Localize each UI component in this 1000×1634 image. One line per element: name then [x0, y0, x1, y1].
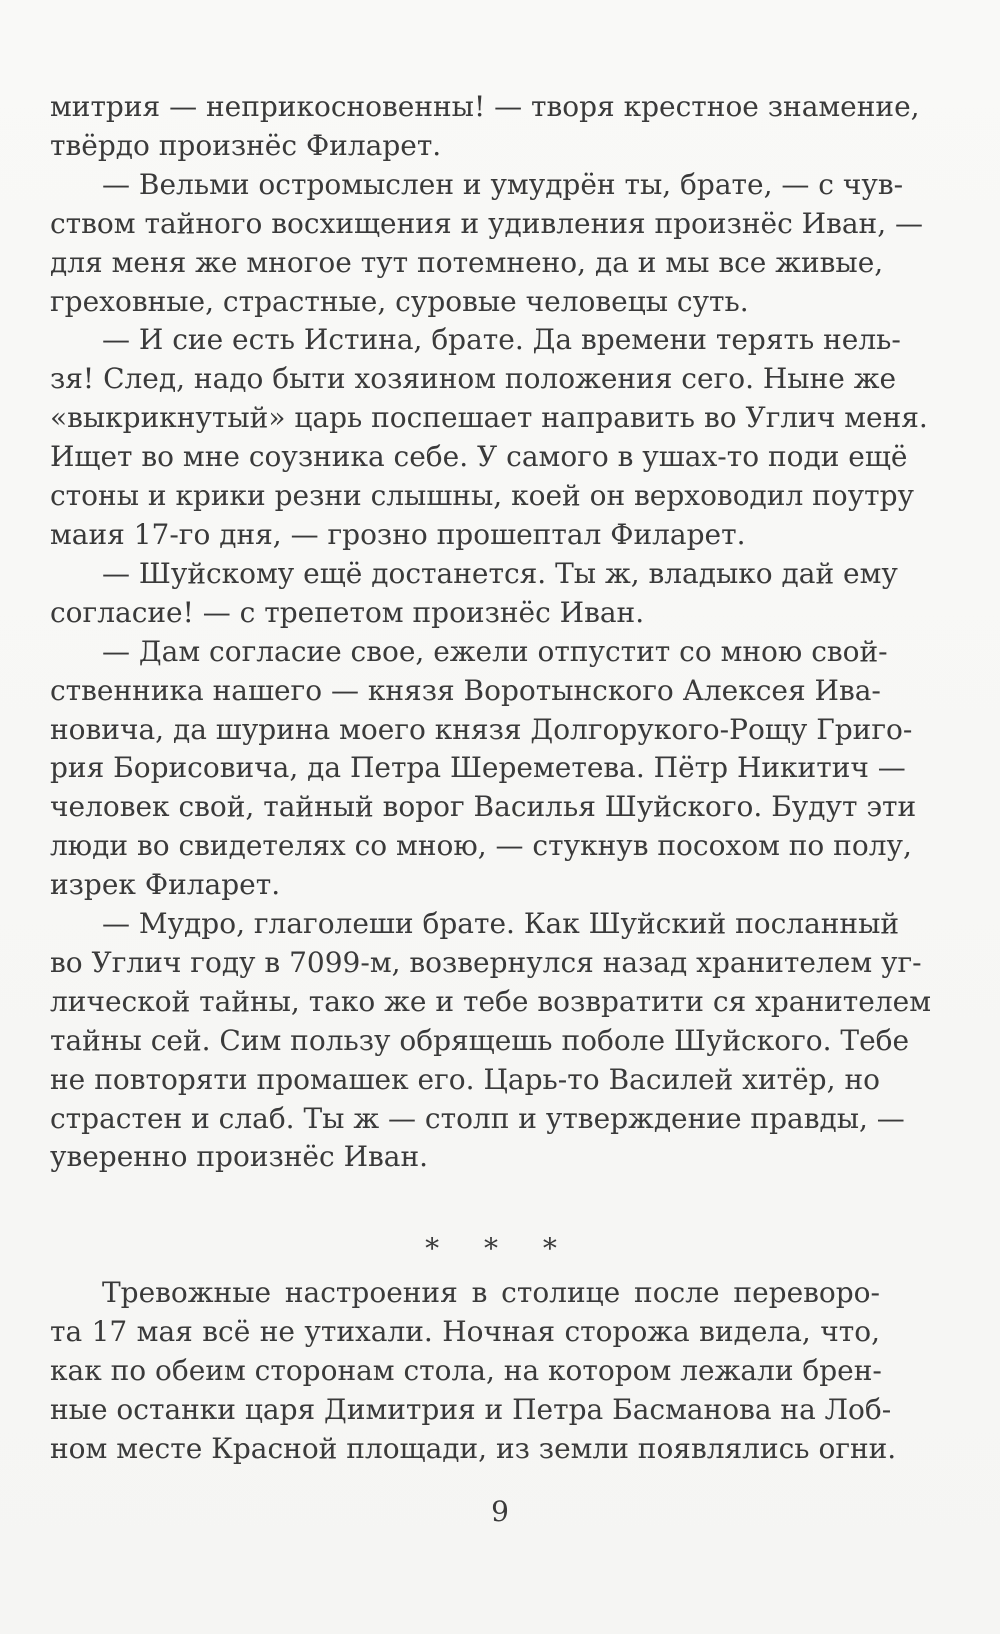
text-line: та 17 мая всё не утихали. Ночная сторожа видела, что, — [50, 1314, 880, 1348]
text-line: для меня же многое тут потемнено, да и мы все живые, — [50, 245, 884, 279]
text-line: страстен и слаб. Ты ж — столп и утверждение правды, — — [50, 1101, 905, 1135]
page-number: 9 — [491, 1495, 509, 1528]
text-line: согласие! — с трепетом произнёс Иван. — [50, 595, 645, 629]
text-line: — Шуйскому ещё достанется. Ты ж, владыко дай ему — [102, 556, 898, 590]
text-line: рия Борисовича, да Петра Шереметева. Пётр Никитич — — [50, 751, 906, 785]
text-line: новича, да шурина моего князя Долгорукого-Рощу Григо- — [50, 712, 913, 746]
text-line: — Дам согласие свое, ежели отпустит со мною свой- — [102, 634, 888, 668]
main-text-continued — [50, 1274, 897, 1469]
text-line: ные останки царя Димитрия и Петра Басманова на Лоб- — [50, 1392, 892, 1426]
main-text — [50, 88, 932, 1177]
section-separator: * * * — [425, 1232, 575, 1265]
text-line: как по обеим сторонам стола, на котором лежали брен- — [50, 1353, 882, 1387]
text-line: во Углич году в 7099-м, возвернулся назад хранителем уг- — [50, 945, 922, 979]
text-line: — И сие есть Истина, брате. Да времени терять нель- — [102, 323, 901, 357]
text-line: твёрдо произнёс Филарет. — [50, 128, 442, 162]
text-line: — Вельми остромыслен и умудрён ты, брате, — с чув- — [102, 167, 904, 201]
text-line: уверенно произнёс Иван. — [50, 1140, 429, 1174]
text-line: «выкрикнутый» царь поспешает направить во Углич меня. — [50, 401, 928, 435]
text-line: стоны и крики резни слышны, коей он верховодил поутру — [50, 479, 915, 513]
text-line: ном месте Красной площади, из земли появлялись огни. — [50, 1431, 897, 1465]
text-line: люди во свидетелях со мною, — стукнув посохом по полу, — [50, 829, 912, 863]
text-line: человек свой, тайный ворог Василья Шуйского. Будут эти — [50, 790, 917, 824]
text-line: зя! След, надо быти хозяином положения сего. Ныне же — [50, 362, 897, 396]
text-line: маия 17-го дня, — грозно прошептал Филарет. — [50, 517, 746, 551]
text-line: лической тайны, тако же и тебе возвратити ся хранителем — [50, 984, 932, 1018]
text-line: изрек Филарет. — [50, 868, 281, 902]
text-line: — Мудро, глаголеши брате. Как Шуйский посланный — [102, 907, 900, 941]
text-line: Тревожные настроения в столице после переворо- — [102, 1276, 880, 1309]
text-line: не повторяти промашек его. Царь-то Василей хитёр, но — [50, 1062, 880, 1096]
text-line: ственника нашего — князя Воротынского Алексея Ива- — [50, 673, 881, 707]
text-line: тайны сей. Сим пользу обрящешь поболе Шуйского. Тебе — [50, 1023, 910, 1057]
text-line: митрия — неприкосновенны! — творя крестное знамение, — [50, 90, 920, 123]
text-line: греховные, страстные, суровые человецы суть. — [50, 284, 749, 318]
text-line: ством тайного восхищения и удивления произнёс Иван, — — [50, 206, 923, 240]
text-line: Ищет во мне соузника себе. У самого в ушах-то поди ещё — [50, 440, 908, 474]
